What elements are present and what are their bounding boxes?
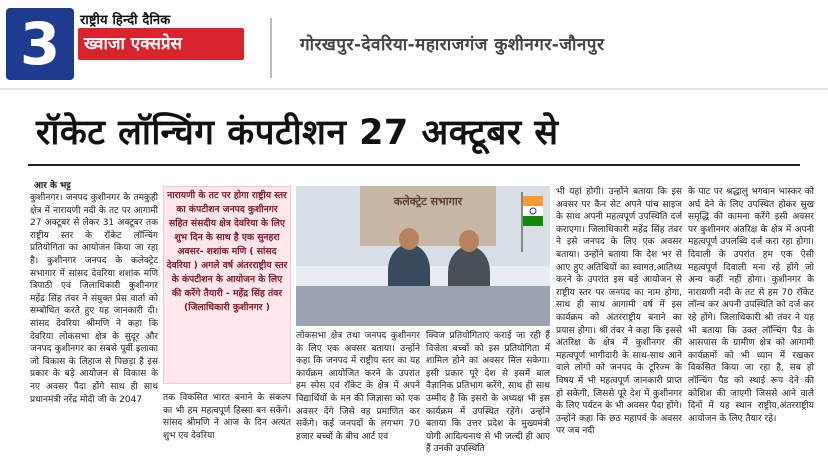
byline: आर के भट्ट <box>34 181 71 191</box>
photo-desk <box>296 286 550 326</box>
paper-subtitle: राष्ट्रीय हिन्दी दैनिक <box>80 13 171 28</box>
photo-person-dm-head <box>459 230 479 252</box>
photo-person-mp-head <box>399 228 419 250</box>
paper-brand-name: ख्वाजा एक्सप्रेस <box>78 28 244 60</box>
edition-number-logo: 3 <box>6 8 74 80</box>
article-column-6: के पाट पर श्रद्धालु भगवान भास्कर को अर्घ देने के लिए उपस्थित होकर सुख समृद्धि की कामना करेंगे इसी अवसर पर कुशीनगर अंतरिक्ष के क्षेत्र में अपनी महत्वपूर्ण उपलब्धि दर्ज करा रहा होगा। दिवाली के उपरांत हम एक ऐसी महत्वपूर्ण दिवाली मना रहे होंगे जो अन्य कहीं नहीं होगा। कुशीनगर के नारायणी नदी के तट से हम 70 रॉकेट लॉन्च कर अपनी उपस्थिति को दर्ज कर रहे होंगे। जिलाधिकारी श्री तंवर ने यह भी बताया कि उक्त लॉन्चिंग पैड के आसपास के ग्रामीण क्षेत्र को आगामी कार्यक्रमों को भी ध्यान में रखकर विकसित किया जा रहा है, सब हो लॉन्चिंग पैड को स्थाई रूप देने की कोशिश की जाएगी जिससे आने वाले दिनों में यह स्थान राष्ट्रीय,अंतरराष्ट्रीय आयोजन के लिए तैयार रहे। <box>688 187 814 424</box>
edition-regions: गोरखपुर-देवरिया-महाराजगंज कुशीनगर-जौनपुर <box>300 35 605 55</box>
article-headline: रॉकेट लॉन्चिंग कंपटीशन 27 अक्टूबर से <box>36 113 559 153</box>
article-column-1: कुशीनगर। जनपद कुशीनगर के तमकुही क्षेत्र में नारायणी नदी के तट पर आगामी 27 अक्टूबर से लेकर 31 अक्टूबर तक राष्ट्रीय स्तर के रॉकेट लॉन्चिंग प्रतियोगिता का आयोजन किया जा रहा है। कुशीनगर जनपद के कलेक्ट्रेट सभागार में सांसद देवरिया शशांक मणि त्रिपाठी एवं जिलाधिकारी कुशीनगर महेंद्र सिंह तंवर ने संयुक्त प्रेस वार्ता को सम्बोधित करते हुए यह जानकारी दी। सांसद देवरिया श्रीमणि ने कहा कि देवरिया लोकसभा क्षेत्र के सुदूर और जनपद कुशीनगर का सबसे पूर्वी इलाका जो विकास के लिहाज से पिछड़ा है इस प्रकार के बड़े आयोजन से विकास के नए अवसर पैदा होंगे साथ ही साथ प्रधानमंत्री नरेंद्र मोदी जी के 2047 <box>30 193 158 405</box>
indian-flag-icon <box>520 192 544 252</box>
article-column-4: क्विज प्रतियोगिताएं कराई जा रही हैं विजेता बच्चों को इस प्रतियोगिता में शामिल होने का अवसर मिल सकेगा। इसी प्रकार पूरे देश से इसमें बाल वैज्ञानिक प्रतिभाग करेंगे, साथ ही साथ उम्मीद है कि इसरो के अध्यक्ष भी इस कार्यक्रम में उपस्थित रहेंगे। उन्होंने बताया कि उत्तर प्रदेश के मुख्यमंत्री योगी आदित्यनाथ से भी जल्दी ही आए हैं उनकी उपस्थिति <box>426 331 550 455</box>
headline-rule <box>28 164 800 166</box>
pull-quote-box: नारायणी के तट पर होगा राष्ट्रीय स्तर का कंपटीशन जनपद कुशीनगर सहित संसदीय क्षेत्र देवरिया के लिए शुभ दिन के साथ है एक सुनहरा अवसर- शशांक मणि ( सांसद देवरिया ) अगले वर्ष अंतरराष्ट्रीय स्तर के कंपटीशन के आयोजन के लिए की करेंगे तैयारी - महेंद्र सिंह तंवर (जिलाधिकारी कुशीनगर ) <box>163 186 291 384</box>
article-column-2: तक विकसित भारत बनाने के संकल्प का भी हम महत्वपूर्ण हिस्सा बन सकेंगे। सांसद श्रीमणि ने आज के दिन अत्यंत शुभ एव देवरिया <box>163 393 291 441</box>
article-column-3: लोकसभा क्षेत्र तथा जनपद कुशीनगर के लिए एक अवसर बताया। उन्होंने कहा कि जनपद में राष्ट्रीय स्तर का यह कार्यक्रम आयोजित करने के उपरांत हम स्पेस एवं रॉकेट के क्षेत्र में अपने विद्यार्थियों के मन की जिज्ञासा को एक अवसर देंगे जिसे वह प्रमाणित कर सकेंगे। कई जनपदों के लगभग 70 हजार बच्चों के बीच आर्ट एवं <box>296 331 420 442</box>
article-column-5: भी यहां होगी। उन्होंने बताया कि इस अवसर पर कैन सेट अपने पांच साइज के साथ अपनी महत्वपूर्ण उपस्थिति दर्ज कराएगा। जिलाधिकारी महेंद्र सिंह तंवर ने इसे जनपद के लिए एक अवसर बताया। उन्होंने बताया कि देश भर से आए हुए अतिथियों का स्वागत,आतिथ्य करने के उपरांत इस बड़े आयोजन से राष्ट्रीय स्तर पर जनपद का नाम होगा, साथ ही साथ आगामी वर्ष में इस कार्यक्रम को अंतरराष्ट्रीय बनाने का प्रयास होगा। श्री तंवर ने कहा कि इससे अंतरिक्ष के क्षेत्र में कुशीनगर की महत्वपूर्ण भागीदारी के साथ-साथ आने वाले लोगों को जनपद के टूरिज्म के विषय में भी महत्वपूर्ण जानकारी प्राप्त हो सकेगी, जिससे पूरे देश में कुशीनगर के लिए पर्यटन के भी अवसर पैदा होंगे। उन्होंने कहा कि छठ महापर्व के अवसर पर जब नदी <box>556 187 682 437</box>
masthead-divider <box>270 18 272 78</box>
press-conference-photo <box>296 186 550 326</box>
photo-projector-screen: कलेक्ट्रेट सभागार <box>360 186 496 246</box>
masthead-underline <box>0 88 828 90</box>
